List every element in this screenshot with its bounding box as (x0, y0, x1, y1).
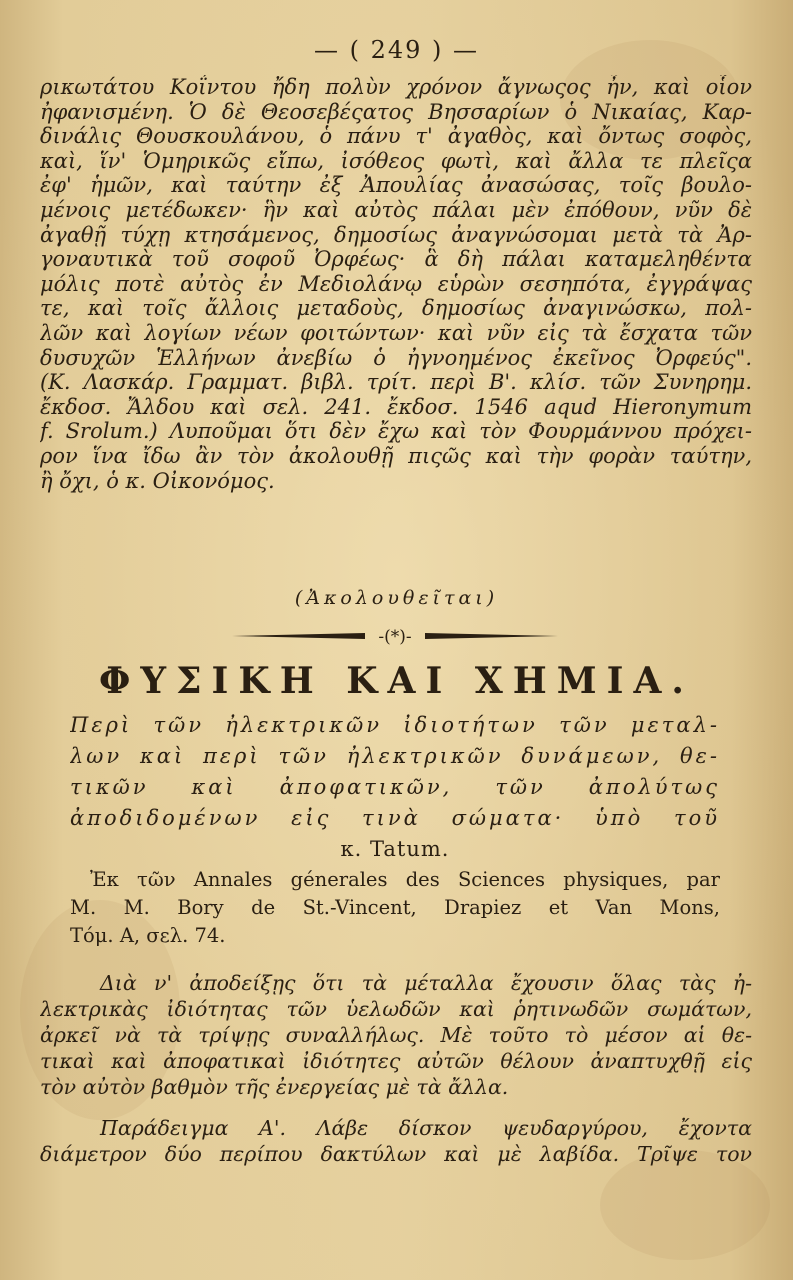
text-line: μένοις μετέδωκεν· ἣν καὶ αὐτὸς πάλαι μὲν ἐπόθουν, νῦν δὲ (40, 197, 752, 222)
text-line: ἢ ὄχι, ὁ κ. Οἰκονόμος. (40, 468, 275, 493)
text-line: καὶ, ἵν' Ὁμηρικῶς εἴπω, ἰσόθεος φωτὶ, καὶ ἄλλα τε πλεῖςα (40, 148, 752, 173)
text-line: f. Srolum.) Λυποῦμαι ὅτι δὲν ἔχω καὶ τὸν Φουρμάννου πρόχει- (40, 419, 752, 444)
divider-right-rule (425, 633, 558, 639)
text-line: ἔκδοσ. Ἄλδου καὶ σελ. 241. ἔκδοσ. 1546 aqud Hieronymum (40, 394, 752, 419)
text-line: Παράδειγμα Α'. Λάβε δίσκον ψευδαργύρου, ἔχοντα (100, 1116, 752, 1140)
citation-line: M. M. Bory de St.-Vincent, Drapiez et Van Mons, (70, 896, 720, 919)
continued-note: (Ἀκολουθεῖται) (294, 587, 499, 609)
divider-ornament: -(*)- (378, 627, 412, 647)
text-line: ἐφ' ἡμῶν, καὶ ταύτην ἐξ Ἀπουλίας ἀνασώσας, τοῖς βουλο- (40, 173, 752, 198)
text-line: δυσυχῶν Ἑλλήνων ἀνεβίω ὁ ἠγνοημένος ἐκεῖνος Ὀρφεύς". (40, 345, 752, 370)
citation-line: Τόμ. Α, σελ. 74. (70, 924, 226, 947)
text-line: λεκτρικὰς ἰδιότητας τῶν ὑελωδῶν καὶ ῥητινωδῶν σωμάτων, (40, 997, 752, 1021)
body-paragraph (40, 1115, 752, 1167)
text-line: ἀρκεῖ νὰ τὰ τρίψῃς συναλλήλως. Μὲ τοῦτο τὸ μέσον αἱ θε- (40, 1023, 752, 1047)
text-line: τικαὶ καὶ ἀποφατικαὶ ἰδιότητες αὐτῶν θέλουν ἀναπτυχθῇ εἰς (40, 1049, 752, 1073)
text-line: ἠφανισμένη. Ὁ δὲ Θεοσεβέςατος Βησσαρίων ὁ Νικαίας, Καρ- (40, 99, 752, 124)
text-line: δινάλις Θουσκουλάνου, ὁ πάνυ τ' ἀγαθὸς, καὶ ὄντως σοφὸς, (40, 124, 752, 149)
section-title: ΦΥΣΙΚΗ ΚΑΙ ΧΗΜΙΑ. (99, 660, 694, 702)
text-line: τε, καὶ τοῖς ἄλλοις μεταδοὺς, δημοσίως ἀναγινώσκω, πολ- (40, 296, 752, 321)
text-line: (Κ. Λασκάρ. Γραμματ. βιβλ. τρίτ. περὶ Β'. κλίσ. τῶν Συνηρημ. (40, 370, 752, 395)
subtitle-line: λων καὶ περὶ τῶν ἠλεκτρικῶν δυνάμεων, θε- (70, 744, 720, 768)
citation-line: Ἐκ τῶν Annales génerales des Sciences physiques, par (90, 868, 720, 891)
text-line: λῶν καὶ λογίων νέων φοιτώντων· καὶ νῦν εἰς τὰ ἔσχατα τῶν (40, 320, 752, 345)
article-subtitle (70, 710, 720, 865)
article-author: κ. Tatum. (340, 837, 450, 861)
source-citation (70, 866, 720, 950)
ornamental-divider (230, 625, 560, 647)
text-line: γοναυτικὰ τοῦ σοφοῦ Ὀρφέως· ἃ δὴ πάλαι καταμεληθέντα (40, 247, 752, 272)
page-number: — ( 249 ) — (313, 36, 480, 64)
divider-left-rule (232, 633, 365, 639)
subtitle-line: τικῶν καὶ ἀποφατικῶν, τῶν ἀπολύτως (70, 775, 720, 799)
text-line: ρον ἵνα ἴδω ἂν τὸν ἀκολουθῇ πιςῶς καὶ τὴν φορὰν ταύτην, (40, 443, 752, 468)
text-line: ἀγαθῇ τύχῃ κτησάμενος, δημοσίως ἀναγνώσομαι μετὰ τὰ Ἀρ- (40, 222, 752, 247)
body-paragraph (40, 970, 752, 1100)
text-line: μόλις ποτὲ αὐτὸς ἐν Μεδιολάνῳ εὑρὼν σεσηπότα, ἐγγράψας (40, 271, 752, 296)
text-line: τὸν αὐτὸν βαθμὸν τῆς ἐνεργείας μὲ τὰ ἄλλα. (40, 1075, 509, 1099)
subtitle-line: ἀποδιδομένων εἰς τινὰ σώματα· ὑπὸ τοῦ (70, 806, 720, 830)
subtitle-line: Περὶ τῶν ἠλεκτρικῶν ἰδιοτήτων τῶν μεταλ- (70, 713, 720, 737)
paragraph-continuation (40, 75, 752, 493)
text-line: ρικωτάτου Κοΐντου ἤδη πολὺν χρόνον ἄγνωςος ἦν, καὶ οἷον (40, 75, 752, 99)
text-line: Διὰ ν' ἀποδείξῃς ὅτι τὰ μέταλλα ἔχουσιν ὅλας τὰς ἠ- (100, 971, 752, 995)
text-line: διάμετρον δύο περίπου δακτύλων καὶ μὲ λαβίδα. Τρῖψε τον (40, 1142, 752, 1166)
